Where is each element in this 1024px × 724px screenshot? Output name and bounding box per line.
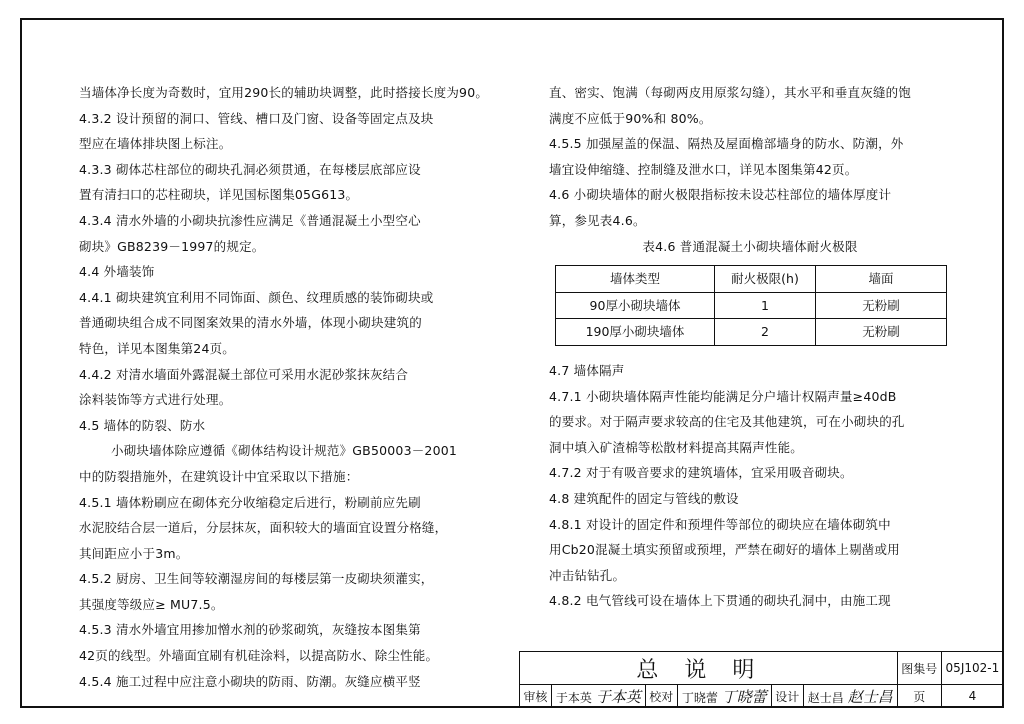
table-header-cell: 耐火极限(h) xyxy=(715,266,816,293)
text-line: 特色，详见本图集第24页。 xyxy=(79,340,236,356)
table-row xyxy=(556,319,947,346)
right-text-column xyxy=(549,80,951,614)
text-line: 4.7.2 对于有吸音要求的建筑墙体，宜采用吸音砌块。 xyxy=(549,465,853,481)
designer-name: 赵士昌 赵士昌 xyxy=(803,685,897,708)
text-line: 中的防裂措施外，在建筑设计中宜采取以下措施： xyxy=(79,468,359,484)
text-line: 4.6 小砌块墙体的耐火极限指标按未设芯柱部位的墙体厚度计 xyxy=(549,187,892,203)
page-label: 页 xyxy=(897,685,941,708)
table-caption: 表4.6 普通混凝土小砌块墙体耐火极限 xyxy=(642,238,858,254)
table-cell: 2 xyxy=(715,319,816,346)
text-line: 4.5.5 加强屋盖的保温、隔热及屋面檐部墙身的防水、防潮，外 xyxy=(549,136,904,152)
text-line: 4.5.4 施工过程中应注意小砌块的防雨、防潮。灰缝应横平竖 xyxy=(79,673,421,689)
text-line: 墙宜设伸缩缝、控制缝及泄水口，详见本图集第42页。 xyxy=(549,161,858,177)
text-line: 的要求。对于隔声要求较高的住宅及其他建筑，可在小砌块的孔 xyxy=(549,414,905,430)
text-line: 冲击钻钻孔。 xyxy=(549,567,626,583)
text-line: 普通砌块组合成不同图案效果的清水外墙，体现小砌块建筑的 xyxy=(79,315,422,331)
atlas-label: 图集号 xyxy=(897,652,941,685)
check-label: 校对 xyxy=(645,685,677,708)
table-cell: 1 xyxy=(715,292,816,319)
text-line: 砌块》GB8239－1997的规定。 xyxy=(79,238,265,254)
designer-signature: 赵士昌 xyxy=(847,687,893,706)
text-line: 4.7 墙体隔声 xyxy=(549,362,625,378)
text-line: 满度不应低于90%和 80%。 xyxy=(549,110,712,126)
text-line: 水泥胶结合层一道后，分层抹灰，面积较大的墙面宜设置分格缝， xyxy=(79,520,448,536)
text-line: 置有清扫口的芯柱砌块，详见国标图集05G613。 xyxy=(79,187,359,203)
text-line: 4.8.2 电气管线可设在墙体上下贯通的砌块孔洞中，由施工现 xyxy=(549,593,891,609)
text-line: 4.5.1 墙体粉刷应在砌体充分收缩稳定后进行，粉刷前应先刷 xyxy=(79,494,421,510)
text-line: 其强度等级应≥ MU7.5。 xyxy=(79,596,224,612)
atlas-number: 05J102-1 xyxy=(941,652,1003,685)
table-row xyxy=(556,292,947,319)
text-line: 4.5.3 清水外墙宜用掺加憎水剂的砂浆砌筑，灰缝按本图集第 xyxy=(79,622,421,638)
text-line: 4.3.2 设计预留的洞口、管线、槽口及门窗、设备等固定点及块 xyxy=(79,110,434,126)
text-line: 用Cb20混凝土填实预留或预埋，严禁在砌好的墙体上剔凿或用 xyxy=(549,542,900,558)
reviewer-name: 于本英 于本英 xyxy=(551,685,645,708)
text-line: 4.5 墙体的防裂、防水 xyxy=(79,417,206,433)
sheet-title: 总说明 xyxy=(520,652,898,685)
checker-signature: 丁晓蕾 xyxy=(721,687,767,706)
left-text-column xyxy=(79,80,489,694)
text-line: 型应在墙体排块图上标注。 xyxy=(79,136,232,152)
table-cell: 90厚小砌块墙体 xyxy=(556,292,715,319)
text-line: 4.5.2 厨房、卫生间等较潮湿房间的每楼层第一皮砌块须灌实， xyxy=(79,571,434,587)
text-line: 4.4.1 砌块建筑宜利用不同饰面、颜色、纹理质感的装饰砌块或 xyxy=(79,289,434,305)
reviewer-signature: 于本英 xyxy=(595,687,641,706)
right-text-top xyxy=(549,80,951,234)
text-line: 洞中填入矿渣棉等松散材料提高其隔声性能。 xyxy=(549,439,804,455)
text-line: 涂料装饰等方式进行处理。 xyxy=(79,392,232,408)
text-line: 算，参见表4.6。 xyxy=(549,212,646,228)
table-header-cell: 墙面 xyxy=(816,266,947,293)
text-line: 小砌块墙体除应遵循《砌体结构设计规范》GB50003－2001 xyxy=(111,443,458,459)
table-header-row xyxy=(556,266,947,293)
right-text-bottom xyxy=(549,358,951,614)
page-number: 4 xyxy=(941,685,1003,708)
text-line: 4.3.4 清水外墙的小砌块抗渗性应满足《普通混凝土小型空心 xyxy=(79,212,421,228)
checker-name: 丁晓蕾 丁晓蕾 xyxy=(677,685,771,708)
text-line: 4.7.1 小砌块墙体隔声性能均能满足分户墙计权隔声量≥40dB xyxy=(549,388,897,404)
table-cell: 无粉刷 xyxy=(816,319,947,346)
title-block xyxy=(519,651,1004,708)
text-line: 4.8.1 对设计的固定件和预埋件等部位的砌块应在墙体砌筑中 xyxy=(549,516,891,532)
text-line: 42页的线型。外墙面宜刷有机硅涂料，以提高防水、除尘性能。 xyxy=(79,648,439,664)
table-cell: 190厚小砌块墙体 xyxy=(556,319,715,346)
table-header-cell: 墙体类型 xyxy=(556,266,715,293)
text-line: 4.4.2 对清水墙面外露混凝土部位可采用水泥砂浆抹灰结合 xyxy=(79,366,409,382)
design-label: 设计 xyxy=(771,685,803,708)
text-line: 当墙体净长度为奇数时，宜用290长的辅助块调整，此时搭接长度为90。 xyxy=(79,85,489,100)
text-line: 4.4 外墙装饰 xyxy=(79,264,155,280)
text-line: 其间距应小于3m。 xyxy=(79,545,189,561)
table-cell: 无粉刷 xyxy=(816,292,947,319)
text-line: 4.3.3 砌体芯柱部位的砌块孔洞必须贯通，在每楼层底部应设 xyxy=(79,161,421,177)
text-line: 4.8 建筑配件的固定与管线的敷设 xyxy=(549,490,739,506)
review-label: 审核 xyxy=(520,685,552,708)
text-line: 直、密实、饱满（每砌两皮用原浆勾缝），其水平和垂直灰缝的饱 xyxy=(549,85,912,100)
fire-resistance-table xyxy=(555,265,947,346)
